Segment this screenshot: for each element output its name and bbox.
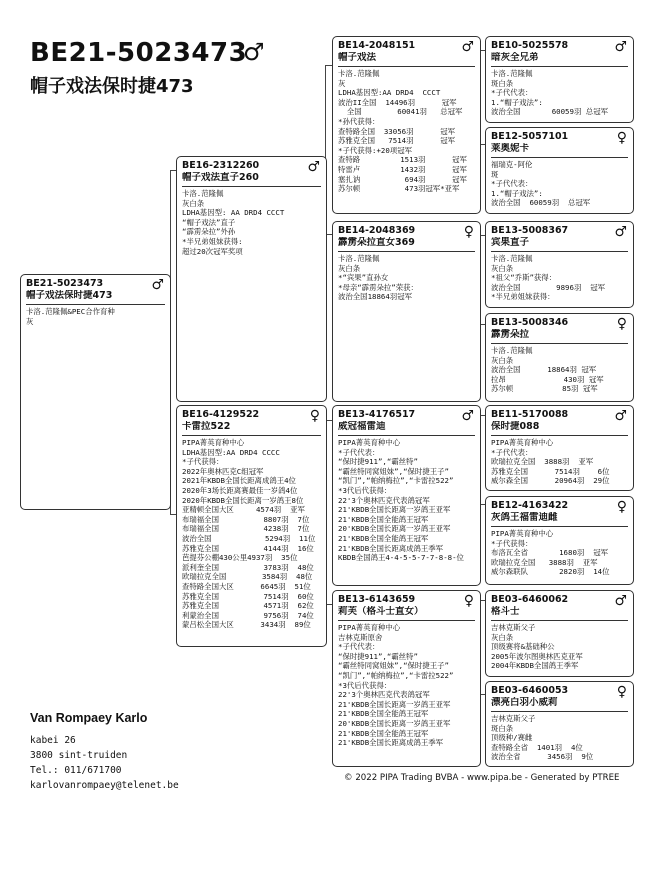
info-line: 顶级赛将&基础种公 <box>491 642 555 652</box>
info-line: 波治全国 60059羽 总冠军 <box>491 107 608 117</box>
card-divider <box>182 186 321 187</box>
info-line: 灰白条 <box>491 632 514 642</box>
info-line: “凯门”,“帕纳梅拉”,“卡雷拉522” <box>338 476 454 486</box>
pigeon-name: 莉芙（格斗士直女） <box>338 606 424 617</box>
owner-email[interactable]: karlovanrompaey@telenet.be <box>30 780 179 791</box>
info-line: 21'KBDB全国长距离一岁鸽王亚军 <box>338 699 451 709</box>
info-line: 灰白条 <box>491 355 514 365</box>
card-father[interactable] <box>176 156 327 402</box>
card-divider <box>491 711 628 712</box>
info-line: *半兄弟姐妹获得： <box>491 292 555 302</box>
female-icon: ♀ <box>463 593 474 609</box>
info-line: 21'KBDB全国全能鸽王冠军 <box>338 514 429 524</box>
info-line: 21'KBDB全国长距离一岁鸽王亚军 <box>338 505 451 515</box>
pigeon-name: 灰鸽王福雷迪雌 <box>491 512 558 523</box>
info-line: *3代后代获得： <box>338 485 392 495</box>
info-line: 亚精顿全国大区 4574羽 亚军 <box>182 505 305 515</box>
info-line: “霸丝特同窝姐妹”,“保时捷王子” <box>338 661 449 671</box>
card-divider <box>338 435 475 436</box>
info-line: “霹雳朵拉”外孙 <box>182 227 236 237</box>
card-fm[interactable] <box>332 221 481 402</box>
card-divider <box>182 435 321 436</box>
info-line: 21'KBDB全国长距离成鸽王季军 <box>338 543 444 553</box>
info-line: 卡洛.范隆佩 <box>338 254 380 263</box>
info-line: 灰 <box>26 316 34 326</box>
card-divider <box>338 66 475 67</box>
info-line: 拉昂 430羽 冠军 <box>491 374 604 384</box>
info-line: *子代代表： <box>338 642 380 652</box>
info-line: *孙代获得： <box>338 116 380 126</box>
info-line: 2020年KBDB全国长距离一岁鸽王8位 <box>182 495 304 505</box>
info-line: “凯门”,“帕纳梅拉”,“卡雷拉522” <box>338 670 454 680</box>
info-line: 2020年3场长距离赛最佳一岁鸽4位 <box>182 485 298 495</box>
owner-street: kabei 26 <box>30 735 76 746</box>
info-line: 吉林克斯父子 <box>491 623 536 632</box>
pigeon-name: 帽子戏法直子260 <box>182 172 259 183</box>
pigeon-name: 霹雳朵拉 <box>491 329 530 340</box>
info-line: *子代代表： <box>491 447 533 457</box>
info-line: 卡洛.范隆佩 <box>491 346 533 355</box>
female-icon: ♀ <box>463 224 474 240</box>
info-line: *子代获得： <box>491 538 533 548</box>
ring-number: BE21-5023473 <box>26 278 104 289</box>
card-divider <box>491 343 628 344</box>
info-line: 2004年KBDB全国鸽王季军 <box>491 661 579 671</box>
pigeon-name: 威冠福雷迪 <box>338 421 386 432</box>
info-line: “保时捷911”,“霸丝特” <box>338 651 418 661</box>
owner-name: Van Rompaey Karlo <box>30 711 148 725</box>
info-line: 21'KBDB全国全能鸽王冠军 <box>338 709 429 719</box>
ring-number: BE16-2312260 <box>182 160 260 171</box>
info-line: 20'KBDB全国长距离一岁鸽王亚军 <box>338 718 451 728</box>
card-fmm[interactable] <box>485 313 634 402</box>
info-line: LDHA基因型: AA DRD4 CCCT <box>182 208 285 218</box>
info-line: 波治全国 5294羽 11位 <box>182 533 316 543</box>
info-line: 蒙吕松全国大区 3434羽 89位 <box>182 620 311 630</box>
copyright-text: © 2022 PIPA Trading BVBA - www.pipa.be - Generated by PTREE <box>344 773 620 783</box>
ring-number: BE10-5025578 <box>491 40 569 51</box>
card-mother[interactable] <box>176 405 327 647</box>
info-line: *子代代表： <box>491 88 533 98</box>
pigeon-name: 格斗士 <box>491 606 520 617</box>
card-divider <box>338 620 475 621</box>
ring-number: BE12-5057101 <box>491 131 569 142</box>
info-line: 利蒙治全国 9756羽 74位 <box>182 610 314 620</box>
owner-info <box>30 711 179 793</box>
header-sex-icon: ♂ <box>243 38 265 66</box>
info-line: 欧瑞拉克全国 3584羽 48位 <box>182 572 313 582</box>
info-line: *祖父“乔斯”获得： <box>491 273 557 283</box>
ring-number: BE12-4163422 <box>491 500 569 511</box>
male-icon: ♂ <box>614 408 627 424</box>
info-line: PIPA菁英育种中心 <box>491 438 554 447</box>
ring-number: BE13-5008367 <box>491 225 569 236</box>
info-line: 卡洛.范隆佩 <box>182 189 224 198</box>
card-mm[interactable] <box>332 590 481 767</box>
info-line: 灰白条 <box>338 263 361 273</box>
info-line: 布瑞福全国 8807羽 7位 <box>182 514 310 524</box>
female-icon: ♀ <box>616 130 627 146</box>
info-line: “霸丝特同窝姐妹”,“保时捷王子” <box>338 466 449 476</box>
ring-number: BE14-2048151 <box>338 40 416 51</box>
info-line: 22'3个奥林匹克代表鸽冠军 <box>338 495 430 505</box>
info-line: 卡洛.范隆佩 <box>338 69 380 78</box>
info-line: “帽子戏法”直子 <box>182 217 236 227</box>
card-ff[interactable] <box>332 36 481 214</box>
info-line: 波治II全国 14496羽 冠军 <box>338 97 457 107</box>
card-divider <box>491 157 628 158</box>
ring-number: BE03-6460053 <box>491 685 569 696</box>
female-icon: ♀ <box>309 408 320 424</box>
info-line: 2021年KBDB全国长距离成鸽王4位 <box>182 476 296 486</box>
info-line: 灰白条 <box>182 198 205 208</box>
ring-number: BE14-2048369 <box>338 225 416 236</box>
info-line: 灰 <box>338 78 346 88</box>
info-line: *母亲“霹雳朵拉”荣获： <box>338 282 418 292</box>
card-divider <box>491 251 628 252</box>
info-line: LDHA基因型:AA DRD4 CCCC <box>182 447 280 457</box>
card-divider <box>26 304 165 305</box>
info-line: LDHA基因型:AA DRD4 CCCT <box>338 88 441 98</box>
info-line: 福瑞克-阿伦 <box>491 160 533 169</box>
info-line: 苏雅克全国 4144羽 16位 <box>182 543 314 553</box>
info-line: 全国 60041羽 总冠军 <box>338 107 463 117</box>
info-line: KBDB全国鸽王4-4-5-5-7-7-8-8-位 <box>338 553 464 563</box>
info-line: 1.“帽子戏法”: <box>491 188 543 198</box>
info-line: *子代获得： <box>182 457 224 467</box>
info-line: PIPA菁英育种中心 <box>338 438 401 447</box>
info-line: 塞扎讷 694羽 冠军 <box>338 174 467 184</box>
info-line: 20'KBDB全国长距离一岁鸽王亚军 <box>338 524 451 534</box>
owner-phone: Tel.: 011/671700 <box>30 765 122 776</box>
info-line: 波治全国 18864羽 冠军 <box>491 365 597 375</box>
info-line: 2022年奥林匹克C组冠军 <box>182 466 264 476</box>
info-line: 查特路全省 1401羽 4位 <box>491 742 583 752</box>
info-line: *子代代表： <box>338 447 380 457</box>
card-mf[interactable] <box>332 405 481 586</box>
male-icon: ♂ <box>614 224 627 240</box>
info-line: 苏雅克全国 7514羽 60位 <box>182 591 314 601</box>
info-line: 威尔森全国 20964羽 29位 <box>491 476 610 486</box>
info-line: 21'KBDB全国全能鸽王冠军 <box>338 728 429 738</box>
info-line: 苏雅克全国 7514羽 6位 <box>491 466 610 476</box>
info-line: 查特路全国大区 6645羽 51位 <box>182 581 311 591</box>
male-icon: ♂ <box>307 159 320 175</box>
info-line: 欧瑞拉克全国 3888羽 亚军 <box>491 557 598 567</box>
info-line: 派利奎全国 3783羽 48位 <box>182 562 314 572</box>
info-line: 卡洛.范隆佩&PEC合作育种 <box>26 307 115 316</box>
info-line: PIPA菁英育种中心 <box>182 438 245 447</box>
pigeon-name: 帽子戏法保时捷473 <box>26 290 113 301</box>
info-line: 威尔森联队 2820羽 14位 <box>491 567 610 577</box>
card-divider <box>491 620 628 621</box>
info-line: 波治全国 9896羽 冠军 <box>491 282 606 292</box>
female-icon: ♀ <box>616 316 627 332</box>
info-line: *子代获得:+20项冠军 <box>338 145 412 155</box>
male-icon: ♂ <box>614 593 627 609</box>
ring-number: BE11-5170088 <box>491 409 569 420</box>
info-line: 21'KBDB全国全能鸽王冠军 <box>338 533 429 543</box>
info-line: 卡洛.范隆佩 <box>491 69 533 78</box>
info-line: 苏尔顿 473羽冠军*亚军 <box>338 184 460 194</box>
ring-number: BE13-4176517 <box>338 409 416 420</box>
card-subject[interactable] <box>20 274 171 510</box>
ring-number: BE13-5008346 <box>491 317 569 328</box>
card-ffm[interactable] <box>485 127 634 214</box>
ring-number: BE16-4129522 <box>182 409 260 420</box>
card-divider <box>491 435 628 436</box>
info-line: 查特路全国 33056羽 冠军 <box>338 126 455 136</box>
card-mmf[interactable] <box>485 590 634 677</box>
female-icon: ♀ <box>616 684 627 700</box>
ring-number: BE03-6460062 <box>491 594 569 605</box>
info-line: 布瑞福全国 4238羽 7位 <box>182 524 310 534</box>
pigeon-name: 宾果直子 <box>491 237 530 248</box>
info-line: “保时捷911”,“霸丝特” <box>338 457 418 467</box>
male-icon: ♂ <box>461 408 474 424</box>
info-line: 超过20次冠军奖项 <box>182 246 243 256</box>
info-line: PIPA菁英育种中心 <box>338 623 401 632</box>
info-line: 波治全国18864羽冠军 <box>338 292 412 302</box>
male-icon: ♂ <box>614 39 627 55</box>
info-line: 布洛瓦全省 1680羽 冠军 <box>491 548 608 558</box>
info-line: 斑 <box>491 169 499 179</box>
pigeon-name: 漂亮白羽小威莉 <box>491 697 558 708</box>
info-line: 卡洛.范隆佩 <box>491 254 533 263</box>
pigeon-name: 卡雷拉522 <box>182 421 231 432</box>
card-divider <box>491 66 628 67</box>
info-line: 苏雅克全国 4571羽 62位 <box>182 601 314 611</box>
info-line: 波治全国 60059羽 总冠军 <box>491 198 591 208</box>
info-line: 灰白条 <box>491 263 514 273</box>
info-line: *子代代表： <box>491 179 533 189</box>
card-divider <box>491 526 628 527</box>
pigeon-name: 暗灰全兄弟 <box>491 52 539 63</box>
header-ring-number: BE21-5023473 <box>30 38 248 68</box>
info-line: 苏雅克全国 7514羽 冠军 <box>338 136 455 146</box>
info-line: 顶级种/赛雌 <box>491 733 533 743</box>
info-line: *3代后代获得： <box>338 680 392 690</box>
info-line: 芭提芬公棚430公里4937羽 35位 <box>182 553 298 563</box>
card-mmm[interactable] <box>485 681 634 767</box>
pigeon-name: 霹雳朵拉直女369 <box>338 237 415 248</box>
male-icon: ♂ <box>151 277 164 293</box>
card-mff[interactable] <box>485 405 634 491</box>
card-fmf[interactable] <box>485 221 634 308</box>
pigeon-name: 保时捷088 <box>491 421 540 432</box>
ring-number: BE13-6143659 <box>338 594 416 605</box>
info-line: 特雷卢 1432羽 冠军 <box>338 164 467 174</box>
pigeon-name: 莱奥妮卡 <box>491 143 530 154</box>
header-pigeon-name: 帽子戏法保时捷473 <box>30 76 194 97</box>
info-line: *半兄弟姐妹获得: <box>182 236 243 246</box>
info-line: 波治全省 3456羽 9位 <box>491 752 594 762</box>
info-line: 1.“帽子戏法”: <box>491 97 543 107</box>
male-icon: ♂ <box>461 39 474 55</box>
info-line: 苏尔顿 85羽 冠军 <box>491 384 598 394</box>
info-line: *“宾果”直孙女 <box>338 273 389 283</box>
info-line: 2005年波尔图奥林匹克亚军 <box>491 651 583 661</box>
info-line: 22'3个奥林匹克代表鸽冠军 <box>338 690 430 700</box>
pigeon-name: 帽子戏法 <box>338 52 377 63</box>
info-line: 21'KBDB全国长距离成鸽王季军 <box>338 738 444 748</box>
card-mfm[interactable] <box>485 496 634 585</box>
card-fff[interactable] <box>485 36 634 123</box>
info-line: 斑白条 <box>491 723 514 733</box>
info-line: 查特路 1513羽 冠军 <box>338 155 467 165</box>
female-icon: ♀ <box>616 499 627 515</box>
info-line: 斑白条 <box>491 78 514 88</box>
info-line: 吉林克斯原舍 <box>338 632 383 642</box>
info-line: PIPA菁英育种中心 <box>491 529 554 538</box>
owner-city: 3800 sint-truiden <box>30 750 128 761</box>
card-divider <box>338 251 475 252</box>
info-line: 欧瑞拉克全国 3888羽 亚军 <box>491 457 594 467</box>
info-line: 吉林克斯父子 <box>491 714 536 723</box>
